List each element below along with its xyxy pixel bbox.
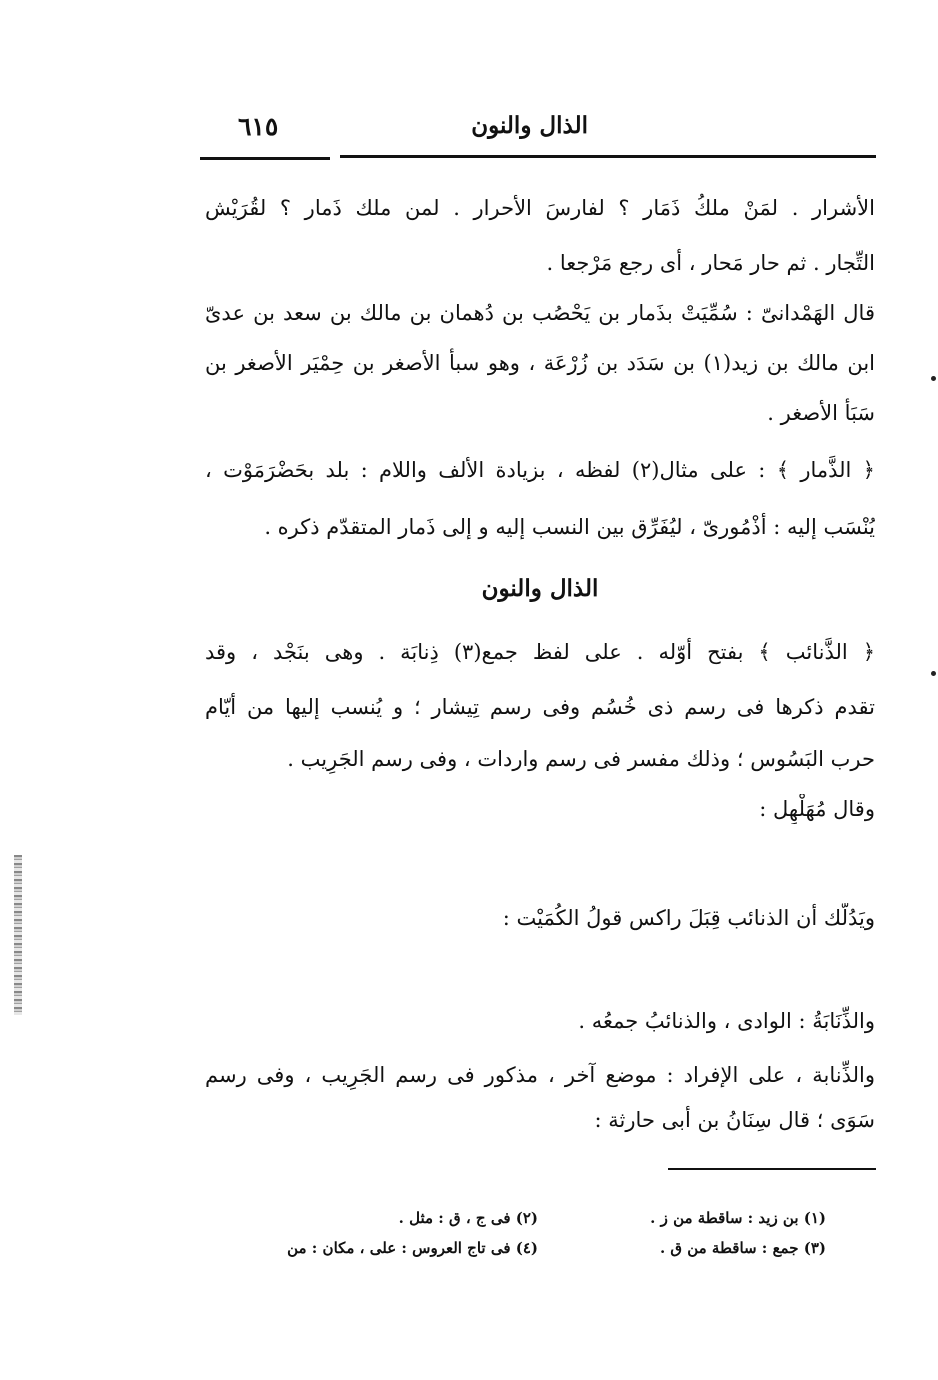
text-line: ابن مالك بن زيد(١) بن سَدَد بن زُرْعَة ، وهو سبأ الأصغر بن حِمْيَر الأصغر بن <box>205 351 875 375</box>
running-title: الذال والنون <box>471 112 588 139</box>
text-line: الأشرار . لمَنْ ملكُ ذَمَار ؟ لفارسَ الأحرار . لمن ملك ذَمار ؟ لقُرَيْش <box>205 196 875 220</box>
text-line: وقال مُهَلْهِل : <box>759 797 875 821</box>
header-rule-short <box>200 157 330 160</box>
text-line: سَبَأ الأصغر . <box>767 401 875 425</box>
entry-line: ﴿ الذَّنائب ﴾ بفتح أوّله . على لفظ جمع(٣) ذِنابَة . وهى بنَجْد ، وقد <box>205 640 875 664</box>
text-line: يُنْسَب إليه : أذْمُورىّ ، ليُفَرِّق بين النسب إليه و إلى ذَمار المتقدّم ذكره . <box>264 515 875 539</box>
running-header <box>200 108 876 148</box>
text-line: تقدم ذكرها فى رسم ذى خُسُم وفى رسم تِيشار ؛ و يُنسب إليها من أيّام <box>205 695 875 719</box>
text-line: والذِّنَابَةُ : الوادى ، والذنائبُ جمعُه . <box>578 1009 875 1033</box>
text-line: قال الهَمْدانىّ : سُمِّيَتْ بذَمار بن يَحْصُب بن دُهمان بن مالك بن سعد بن عدىّ <box>205 301 875 325</box>
margin-mark <box>931 671 936 676</box>
text-line: حرب البَسُوس ؛ وذلك مفسر فى رسم واردات ، وفى رسم الجَرِيب . <box>287 747 875 771</box>
footnote: (٤) فى تاج العروس : على ، مكان : من <box>287 1239 538 1257</box>
text-line: سَوَى ؛ قال سِنَانُ بن أبى حارثة : <box>594 1108 875 1132</box>
text-line: والذِّنابة ، على الإفراد : موضع آخر ، مذكور فى رسم الجَرِيب ، وفى رسم <box>205 1063 875 1087</box>
entry-line: ﴿ الذَّمار ﴾ : على مثال(٢) لفظه ، بزيادة الألف واللام : بلد بحَضْرَمَوْت ، <box>205 458 875 482</box>
header-rule <box>340 155 876 158</box>
section-heading: الذال والنون <box>481 575 599 602</box>
page-number: ٦١٥ <box>238 112 279 141</box>
footnote: (٢) فى ج ، ق : مثل . <box>398 1209 538 1227</box>
footnote-rule <box>668 1168 876 1170</box>
text-line: ويَدُلُّك أن الذنائب قِبَلَ راكس قولُ الكُمَيْت : <box>502 906 875 930</box>
footnote: (١) بن زيد : ساقطة من ز . <box>650 1209 826 1227</box>
scan-edge-artifact <box>14 855 22 1015</box>
margin-mark <box>931 376 936 381</box>
text-line: التِّجار . ثم حار مَحار ، أى رجع مَرْجعا . <box>546 251 875 275</box>
footnote: (٣) جمع : ساقطة من ق . <box>659 1239 826 1257</box>
